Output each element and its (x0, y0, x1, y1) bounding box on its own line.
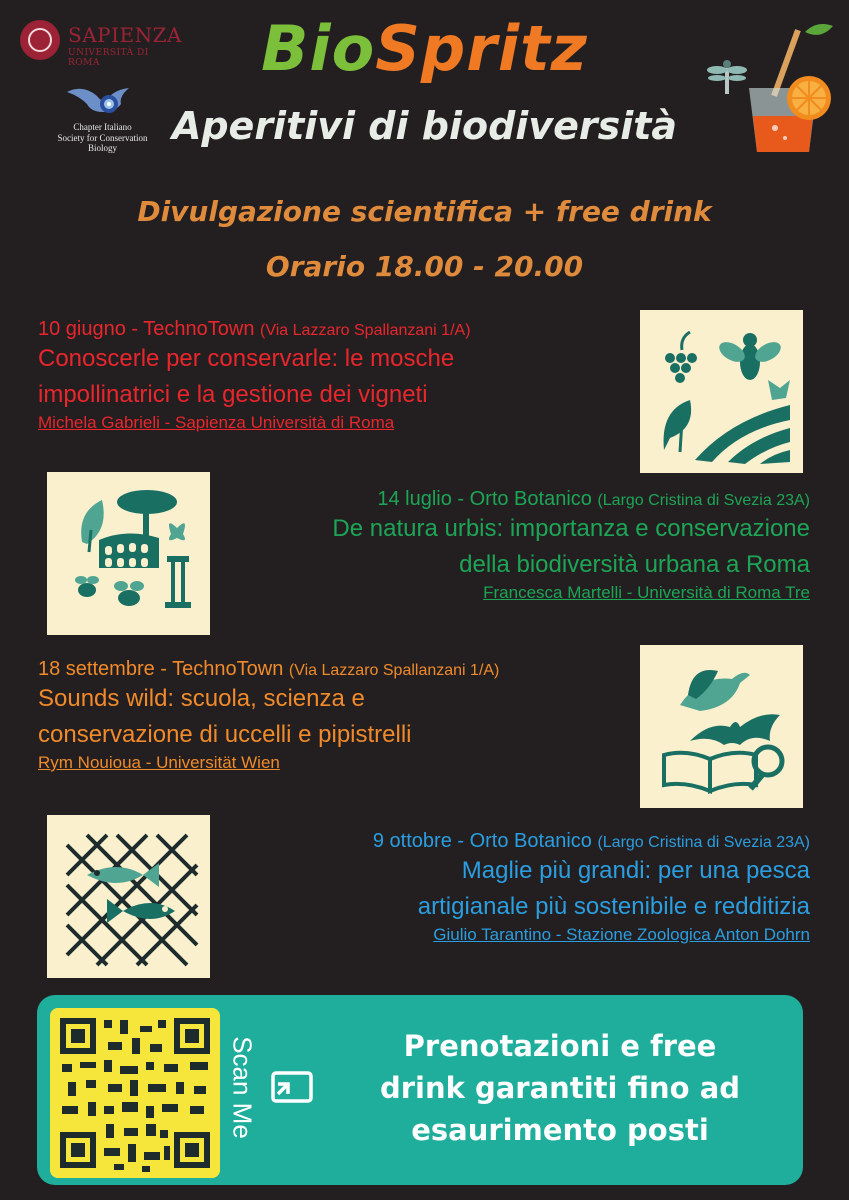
event-talk-title (38, 681, 618, 753)
dragonfly-icon (707, 60, 747, 94)
event-talk-title-line1: Maglie più grandi: per una pesca (461, 857, 810, 884)
event-subtitle: Aperitivi di biodiversità (171, 104, 678, 148)
event-talk-title (230, 511, 810, 583)
event-talk-title-line1: Conoscerle per conservarle: le mosche (38, 345, 455, 372)
booking-line1: Prenotazioni e free (403, 1029, 717, 1063)
booking-line3: esaurimento posti (411, 1113, 709, 1147)
event-talk-title-line2: impollinatrici e la gestione dei vigneti (38, 381, 428, 408)
event-date (230, 488, 810, 511)
event-june (38, 318, 618, 433)
event-talk-title-line2: artigianale più sostenibile e redditizia (417, 893, 810, 920)
cast-screen-icon (270, 1070, 314, 1106)
event-date-text: 9 ottobre - Orto Botanico (372, 830, 592, 852)
booking-line2: drink garantiti fino ad (379, 1071, 741, 1105)
event-date (38, 658, 618, 681)
event-october (230, 830, 810, 945)
event-speaker-link[interactable]: Rym Nouioua - Universität Wien (38, 753, 280, 772)
event-date (230, 830, 810, 853)
event-september (38, 658, 618, 773)
event-venue: (Via Lazzaro Spallanzani 1/A) (288, 662, 500, 679)
qr-code[interactable] (50, 1008, 220, 1178)
sapienza-name: SAPIENZA (68, 23, 182, 47)
title-bio: Bio (261, 12, 376, 85)
event-speaker-link[interactable]: Michela Gabrieli - Sapienza Università di Roma (38, 413, 395, 432)
spritz-glass-icon (705, 18, 835, 158)
event-talk-title-line2: conservazione di uccelli e pipistrelli (38, 721, 412, 748)
event-talk-title (230, 853, 810, 925)
event-talk-title-line1: Sounds wild: scuola, scienza e (38, 685, 365, 712)
booking-message (345, 1025, 775, 1151)
scb-line2: Society for Conservation Biology (57, 133, 148, 153)
vineyard-pollinator-icon (640, 310, 803, 473)
event-hours: Orario 18.00 - 20.00 (265, 250, 584, 283)
title-spritz: Spritz (375, 12, 588, 85)
event-july (230, 488, 810, 603)
scan-me-text: Scan Me (227, 1036, 258, 1139)
event-venue: (Largo Cristina di Svezia 23A) (597, 834, 810, 851)
bird-bat-book-icon (640, 645, 803, 808)
event-date (38, 318, 618, 341)
fish-net-icon (47, 815, 210, 978)
event-date-text: 10 giugno - TechnoTown (38, 318, 255, 340)
event-date-text: 14 luglio - Orto Botanico (377, 488, 592, 510)
rome-colosseum-icon (47, 472, 210, 635)
event-speaker-link[interactable]: Francesca Martelli - Università di Roma Tre (483, 583, 810, 602)
tagline: Divulgazione scientifica + free drink (137, 195, 712, 228)
event-venue: (Largo Cristina di Svezia 23A) (597, 492, 810, 509)
event-venue: (Via Lazzaro Spallanzani 1/A) (260, 322, 471, 339)
event-speaker-link[interactable]: Giulio Tarantino - Stazione Zoologica Anton Dohrn (433, 925, 810, 944)
scb-line1: Chapter Italiano (73, 122, 132, 132)
event-talk-title-line2: della biodiversità urbana a Roma (459, 551, 810, 578)
scan-me-label (222, 1010, 262, 1170)
event-talk-title (38, 341, 618, 413)
event-talk-title-line1: De natura urbis: importanza e conservazione (332, 515, 810, 542)
event-date-text: 18 settembre - TechnoTown (38, 658, 284, 680)
sapienza-subtitle: UNIVERSITÀ DI ROMA (68, 48, 149, 68)
